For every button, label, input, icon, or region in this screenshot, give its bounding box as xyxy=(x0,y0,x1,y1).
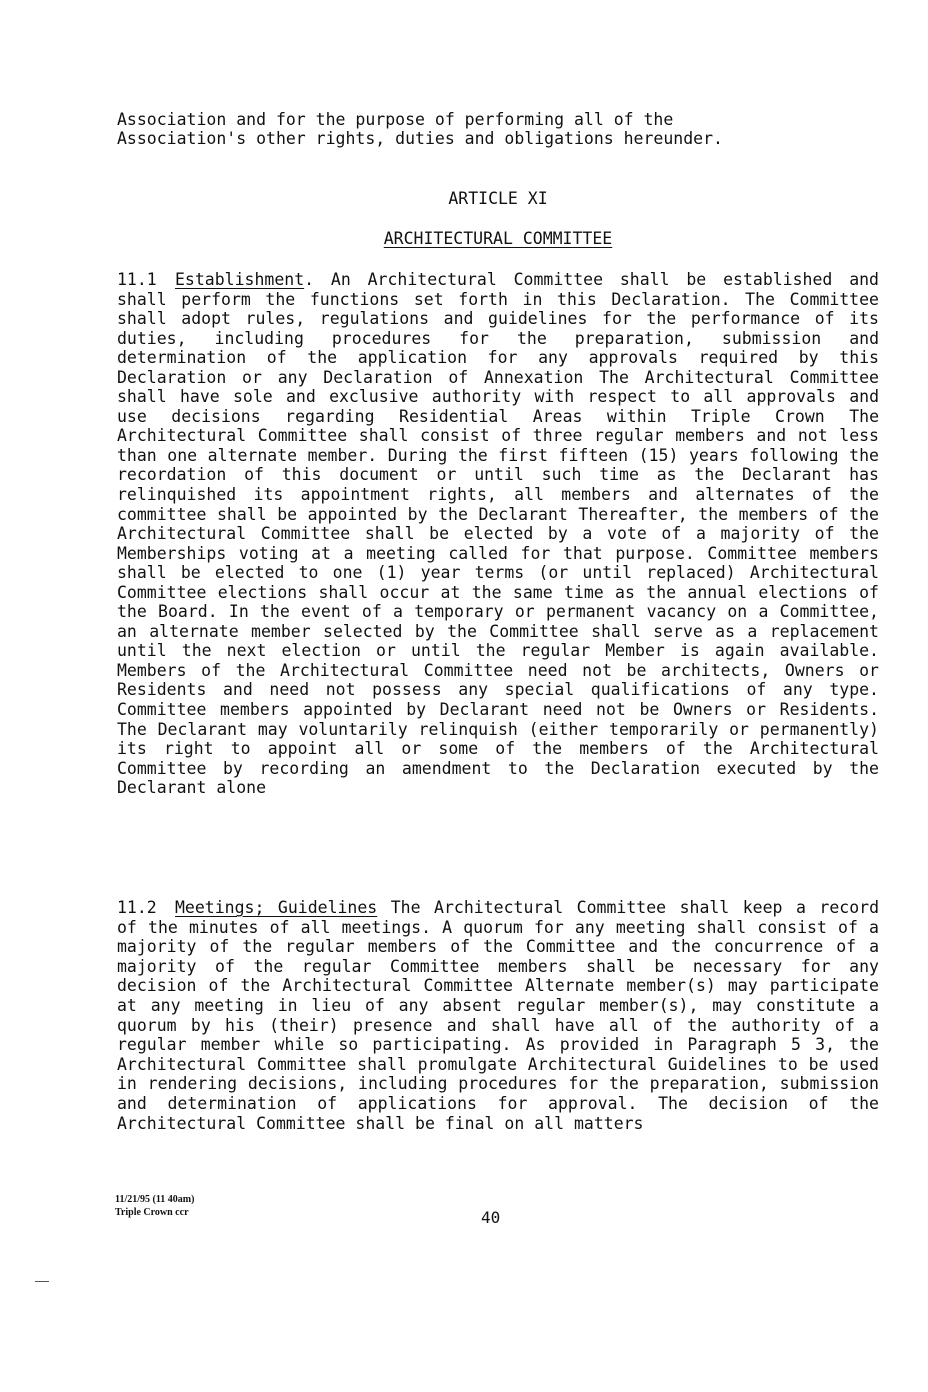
section-body: . An Architectural Committee shall be established and shall perform the functions set forth in this Declaration. The Committee shall adopt rules, regulations and guidelines for the performance of its duties, including procedures for the preparation, submission and determination of the application for any approvals required by this Declaration or any Declaration of Annexation The Architectural Committee shall have sole and exclusive authority with respect to all approvals and use decisions regarding Residential Areas within Triple Crown The Architectural Committee shall consist of three regular members and not less than one alternate member. During the first fifteen (15) years following the recordation of this document or until such time as the Declarant has relinquished its appointment rights, all members and alternates of the committee shall be appointed by the Declarant Thereafter, the members of the Architectural Committee shall be elected by a vote of a majority of the Memberships voting at a meeting called for that purpose. Committee members shall be elected to one (1) year terms (or until replaced) Architectural Committee elections shall occur at the same time as the annual elections of the Board. In the event of a temporary or permanent vacancy on a Committee, an alternate member selected by the Committee shall serve as a replacement until the next election or until the regular Member is again available. Members of the Architectural Committee need not be architects, Owners or Residents and need not possess any special qualifications of any type. Committee members appointed by Declarant need not be Owners or Residents. The Declarant may voluntarily relinquish (either temporarily or permanently) its right to appoint all or some of the members of the Architectural Committee by recording an amendment to the Declaration executed by the Declarant alone xyxy=(117,270,879,798)
article-title: ARTICLE XI xyxy=(448,189,548,208)
section-body: The Architectural Committee shall keep a record of the minutes of all meetings. A quorum for any meeting shall consist of a majority of the regular members of the Committee and the concurrence of a majority of the regular Committee members shall be necessary for any decision of the Architectural Committee Alternate member(s) may participate at any meeting in lieu of any absent regular member(s), may constitute a quorum by his (their) presence and shall have all of the authority of a regular member while so participating. As provided in Paragraph 5 3, the Architectural Committee shall promulgate Architectural Guidelines to be used in rendering decisions, including procedures for the preparation, submission and determination of applications for approval. The decision of the Architectural Committee shall be final on all matters xyxy=(117,898,879,1133)
section-number: 11.1 xyxy=(117,270,157,289)
article-subtitle: ARCHITECTURAL COMMITTEE xyxy=(383,229,613,248)
section-heading: Establishment xyxy=(175,270,305,289)
intro-line: Association and for the purpose of performing all of the xyxy=(117,110,674,129)
footer-filename: Triple Crown ccr xyxy=(115,1207,189,1218)
section-heading: Meetings; Guidelines xyxy=(175,898,378,917)
footer-date: 11/21/95 (11 40am) xyxy=(115,1194,195,1205)
page-number: 40 xyxy=(481,1208,501,1227)
section-11-1 xyxy=(117,270,879,798)
footer-file-info xyxy=(115,1193,194,1219)
scan-mark xyxy=(35,1281,49,1282)
intro-line: Association's other rights, duties and obligations hereunder. xyxy=(117,129,723,148)
section-11-2 xyxy=(117,898,879,1133)
continued-paragraph xyxy=(117,110,877,148)
section-number: 11.2 xyxy=(117,898,157,917)
